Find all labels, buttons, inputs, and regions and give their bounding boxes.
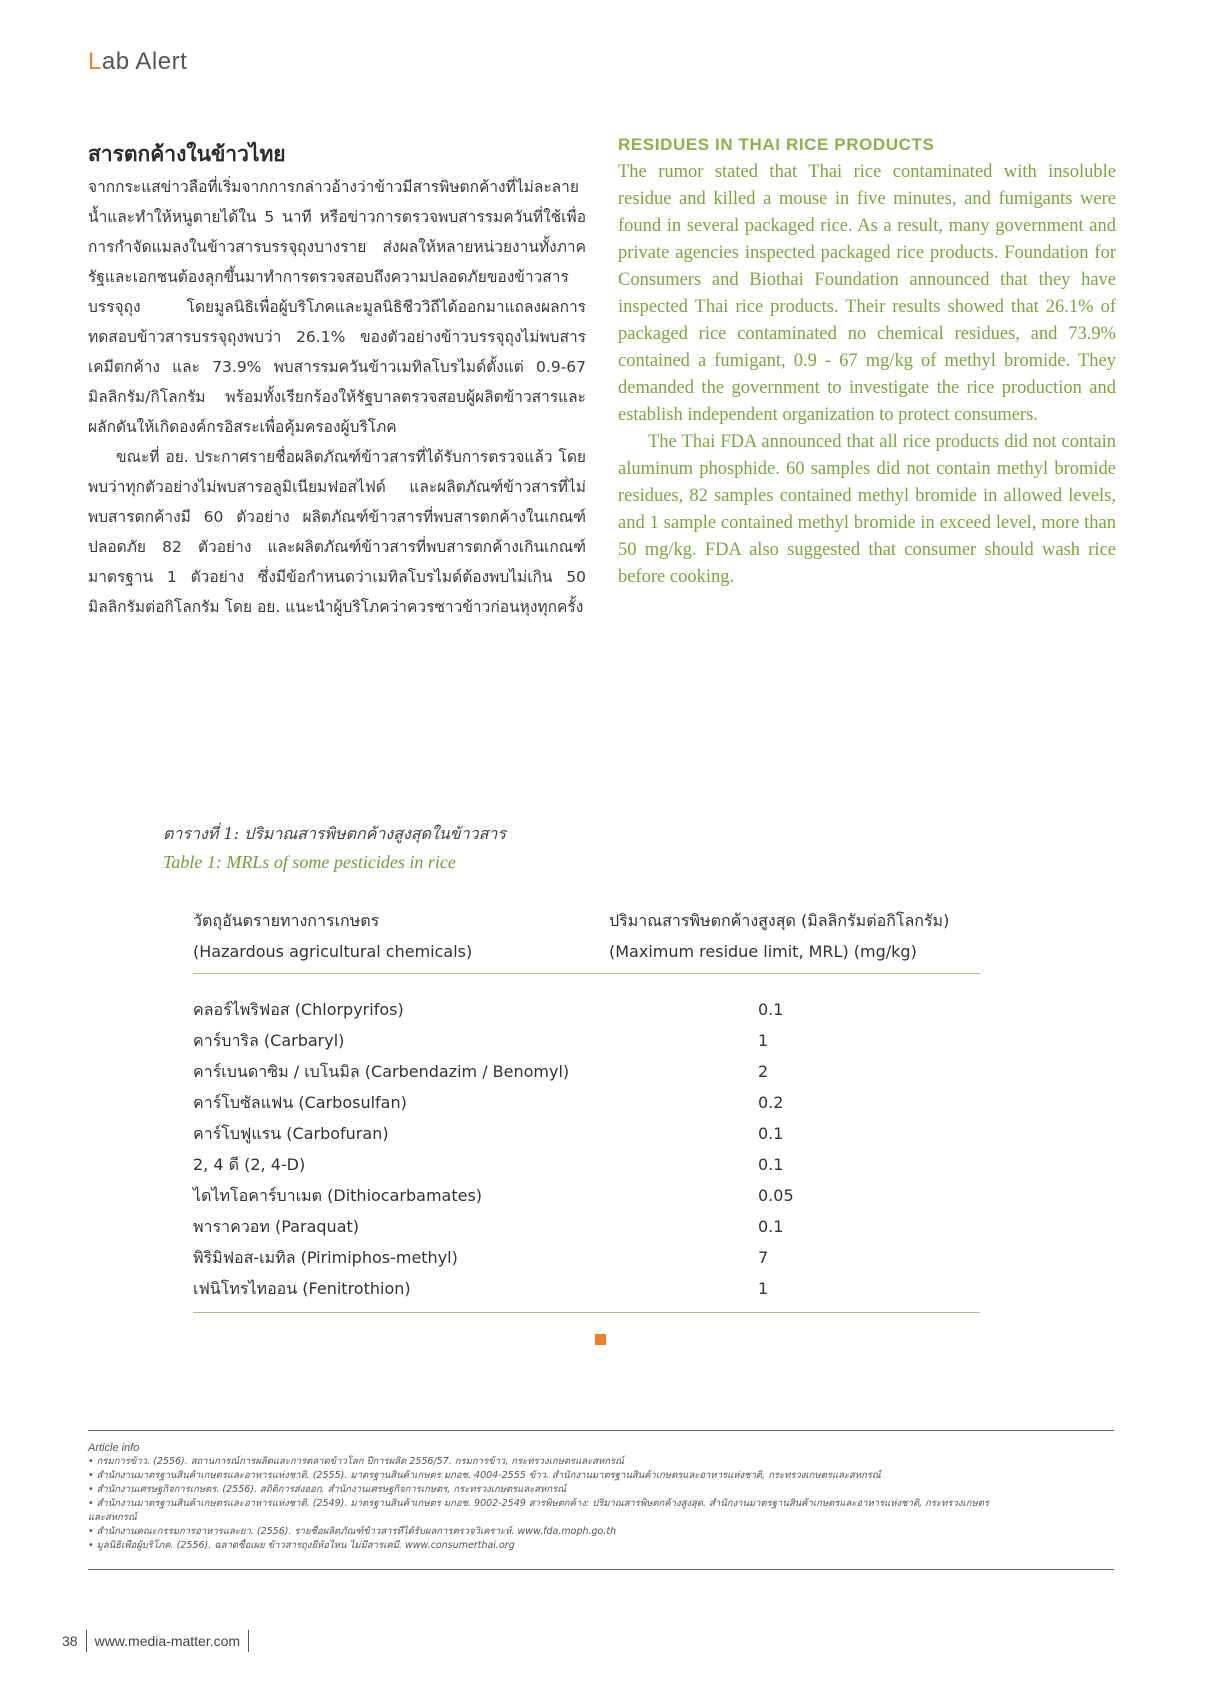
- table-row: [193, 1056, 980, 1087]
- references-title: Article info: [88, 1442, 140, 1454]
- page-number: 38: [62, 1633, 78, 1649]
- chemical-name: พิริมิฟอส-เมทิล (Pirimiphos-methyl): [193, 1248, 458, 1267]
- chemical-name: คาร์โบฟูแรน (Carbofuran): [193, 1124, 389, 1143]
- mrl-value: 0.2: [758, 1093, 784, 1112]
- chemical-name: คาร์เบนดาซิม / เบโนมิล (Carbendazim / Benomyl): [193, 1062, 570, 1081]
- table-row: [193, 994, 980, 1025]
- thai-paragraph-2: ขณะที่ อย. ประกาศรายชื่อผลิตภัณฑ์ข้าวสารที่ได้รับการตรวจแล้ว โดยพบว่าทุกตัวอย่างไม่พบสารอลูมิเนียมฟอสไฟด์ และผลิตภัณฑ์ข้าวสารที่ไม่พบสารตกค้างมี 60 ตัวอย่าง ผลิตภัณฑ์ข้าวสารที่พบสารตกค้างในเกณฑ์ปลอดภัย 82 ตัวอย่าง และผลิตภัณฑ์ข้าวสารที่พบสารตกค้างเกินเกณฑ์มาตรฐาน 1 ตัวอย่าง ซึ่งมีข้อกำหนดว่าเมทิลโบรไมด์ต้องพบไม่เกิน 50 มิลลิกรัมต่อกิโลกรัม โดย อย. แนะนำผู้บริโภคว่าควรซาวข้าวก่อนหุงทุกครั้ง: [88, 448, 586, 616]
- mrl-value: 2: [758, 1062, 769, 1081]
- reference-item: • มูลนิธิเพื่อผู้บริโภค. (2556). ฉลาดซื้อเผย ข้าวสารถุงยี่ห้อไหน ไม่มีสารเคมี. www.consumerthai.org: [88, 1540, 515, 1551]
- references-block: [88, 1430, 1114, 1570]
- reference-item: • สำนักงานเศรษฐกิจการเกษตร. (2556). สถิติการส่งออก. สำนักงานเศรษฐกิจการเกษตร, กระทรวงเกษตรและสหกรณ์: [88, 1484, 567, 1495]
- chemical-name: เฟนิโทรไทออน (Fenitrothion): [193, 1279, 411, 1298]
- table-caption: [163, 820, 506, 876]
- english-paragraph-1: The rumor stated that Thai rice contaminated with insoluble residue and killed a mouse in five minutes, and fumigants were found in several packaged rice. As a result, many government and private agencies inspected packaged rice products. Foundation for Consumers and Biothai Foundation announced that they have inspected Thai rice products. Their results showed that 26.1% of packaged rice contaminated no chemical residues, and 73.9% contained a fumigant, 0.9 - 67 mg/kg of methyl bromide. They demanded the government to investigate the rice production and establish independent organization to protect consumers.: [618, 162, 1116, 425]
- chemical-name: พาราควอท (Paraquat): [193, 1217, 360, 1236]
- mrl-value: 0.05: [758, 1186, 794, 1205]
- footer-divider: [248, 1630, 249, 1652]
- website-link[interactable]: www.media-matter.com: [94, 1633, 241, 1649]
- english-column: [618, 134, 1116, 591]
- mrl-value: 1: [758, 1279, 769, 1298]
- header-col-chemicals: [193, 905, 609, 967]
- footer-divider: [86, 1630, 87, 1652]
- table-row: [193, 1180, 980, 1211]
- header-col-chemicals-en: (Hazardous agricultural chemicals): [193, 942, 473, 961]
- table-row: [193, 1273, 980, 1304]
- table-caption-thai: ตารางที่ 1: ปริมาณสารพิษตกค้างสูงสุดในข้าวสาร: [163, 824, 506, 843]
- table-row: [193, 1087, 980, 1118]
- mrl-value: 7: [758, 1248, 769, 1267]
- mrl-value: 1: [758, 1031, 769, 1050]
- chemical-name: คาร์โบซัลแฟน (Carbosulfan): [193, 1093, 407, 1112]
- reference-item: และสหกรณ์: [88, 1512, 137, 1523]
- table-row: [193, 1149, 980, 1180]
- table-row: [193, 1025, 980, 1056]
- mrl-value: 0.1: [758, 1124, 784, 1143]
- mrl-value: 0.1: [758, 1000, 784, 1019]
- chemical-name: ไดไทโอคาร์บาเมต (Dithiocarbamates): [193, 1186, 483, 1205]
- section-header: [88, 48, 187, 76]
- reference-item: • กรมการข้าว. (2556). สถานการณ์การผลิตและการตลาดข้าวโลก ปีการผลิต 2556/57. กรมการข้าว, กระทรวงเกษตรและสหกรณ์: [88, 1456, 624, 1467]
- chemical-name: คาร์บาริล (Carbaryl): [193, 1031, 345, 1050]
- header-accent-letter: L: [88, 48, 102, 75]
- table-caption-english: Table 1: MRLs of some pesticides in rice: [163, 852, 456, 872]
- end-of-article-square-icon: [595, 1334, 606, 1345]
- table-row: [193, 1242, 980, 1273]
- table-row: [193, 1211, 980, 1242]
- table-row: [193, 1118, 980, 1149]
- chemical-name: คลอร์ไพริฟอส (Chlorpyrifos): [193, 1000, 404, 1019]
- chemical-name: 2, 4 ดี (2, 4-D): [193, 1155, 306, 1174]
- thai-title: สารตกค้างในข้าวไทย: [88, 142, 286, 166]
- mrl-table: [193, 905, 980, 1313]
- reference-item: • สำนักงานมาตรฐานสินค้าเกษตรและอาหารแห่งชาติ. (2549). มาตรฐานสินค้าเกษตร มกอช. 9002-2549 สารพิษตกค้าง: ปริมาณสารพิษตกค้างสูงสุด. สำนักงานมาตรฐานสินค้าเกษตรและอาหารแห่งชาติ, กระทรวงเกษตร: [88, 1498, 989, 1509]
- mrl-value: 0.1: [758, 1155, 784, 1174]
- page-footer: [62, 1630, 257, 1652]
- header-col-chemicals-th: วัตถุอันตรายทางการเกษตร: [193, 911, 380, 930]
- header-col-mrl-en: (Maximum residue limit, MRL) (mg/kg): [609, 942, 917, 961]
- thai-column: [88, 140, 586, 622]
- thai-paragraph-1: จากกระแสข่าวลือที่เริ่มจากการกล่าวอ้างว่าข้าวมีสารพิษตกค้างที่ไม่ละลายน้ำและทำให้หนูตายได้ใน 5 นาที หรือข่าวการตรวจพบสารรมควันที่ใช้เพื่อการกำจัดแมลงในข้าวสารบรรจุถุงบางราย ส่งผลให้หลายหน่วยงานทั้งภาครัฐและเอกชนต้องลุกขึ้นมาทำการตรวจสอบถึงความปลอดภัยของข้าวสารบรรจุถุง โดยมูลนิธิเพื่อผู้บริโภคและมูลนิธิชีววิถีได้ออกมาแถลงผลการทดสอบข้าวสารบรรจุถุงพบว่า 26.1% ของตัวอย่างข้าวบรรจุถุงไม่พบสารเคมีตกค้าง และ 73.9% พบสารรมควันข้าวเมทิลโบรไมด์ตั้งแต่ 0.9-67 มิลลิกรัม/กิโลกรัม พร้อมทั้งเรียกร้องให้รัฐบาลตรวจสอบผู้ผลิตข้าวสารและผลักดันให้เกิดองค์กรอิสระเพื่อคุ้มครองผู้บริโภค: [88, 178, 586, 436]
- mrl-value: 0.1: [758, 1217, 784, 1236]
- header-text: ab Alert: [101, 48, 188, 75]
- header-col-mrl: [609, 905, 980, 967]
- english-paragraph-2: The Thai FDA announced that all rice products did not contain aluminum phosphide. 60 samples did not contain methyl bromide residues, 82 samples contained methyl bromide in allowed levels, and 1 sample contained methyl bromide in exceed level, more than 50 mg/kg. FDA also suggested that consumer should wash rice before cooking.: [618, 432, 1116, 587]
- table-header: [193, 905, 980, 974]
- reference-item: • สำนักงานคณะกรรมการอาหารและยา. (2556). รายชื่อผลิตภัณฑ์ข้าวสารที่ได้รับผลการตรวจวิเคราะห์. www.fda.moph.go.th: [88, 1526, 617, 1537]
- header-col-mrl-th: ปริมาณสารพิษตกค้างสูงสุด (มิลลิกรัมต่อกิโลกรัม): [609, 911, 950, 930]
- table-body: [193, 974, 980, 1313]
- english-title: RESIDUES IN THAI RICE PRODUCTS: [618, 135, 935, 154]
- reference-item: • สำนักงานมาตรฐานสินค้าเกษตรและอาหารแห่งชาติ. (2555). มาตรฐานสินค้าเกษตร มกอช. 4004-2555 ข้าว. สำนักงานมาตรฐานสินค้าเกษตรและอาหารแห่งชาติ, กระทรวงเกษตรและสหกรณ์: [88, 1470, 881, 1481]
